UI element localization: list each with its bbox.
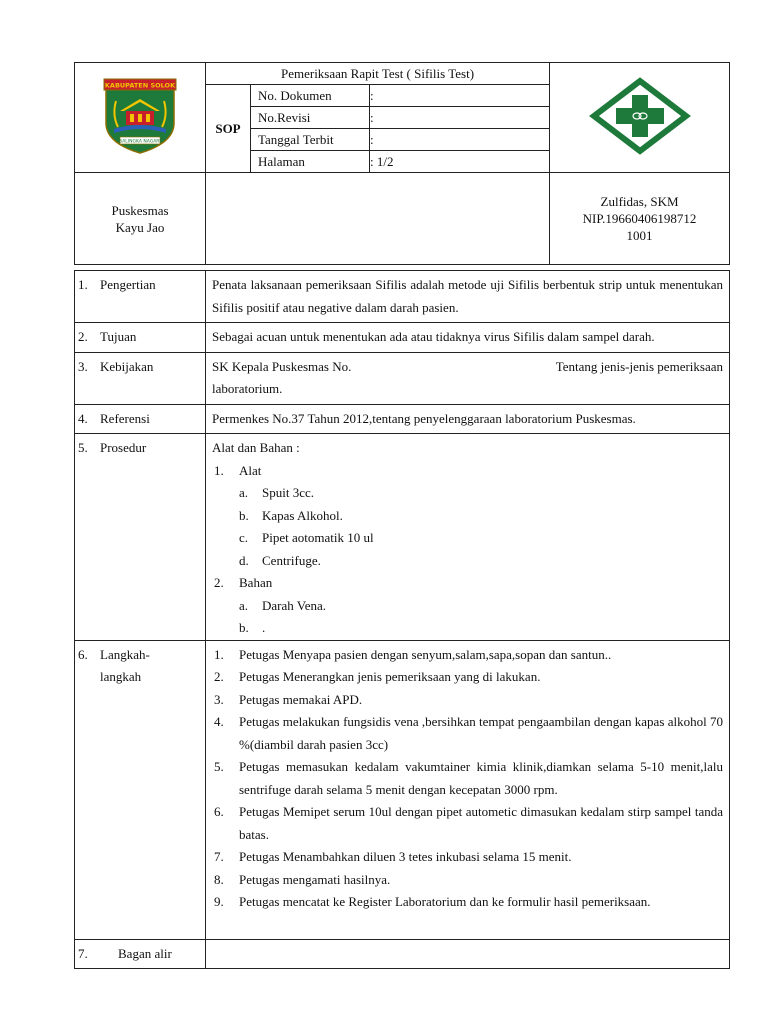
list-item: 4. Petugas melakukan fungsidis vena ,bersihkan tempat pengaambilan dengan kapas alkohol 70 %(diambil darah pasien 3cc) — [214, 714, 723, 752]
puskesmas-line1: Puskesmas — [111, 202, 169, 218]
section-bagan — [75, 939, 730, 969]
bagan-empty — [206, 939, 730, 969]
meta-label-revisi: No.Revisi — [251, 107, 370, 129]
puskesmas-line2: Kayu Jao — [115, 219, 165, 235]
section-number: 6. — [78, 646, 88, 662]
section-number: 1. — [78, 277, 88, 292]
alat-list — [212, 460, 723, 483]
langkah-steps — [212, 644, 723, 914]
bahan-items — [212, 595, 723, 640]
alat-items — [212, 482, 723, 572]
meta-label-dokumen: No. Dokumen — [251, 85, 370, 107]
list-item: 2. Petugas Menerangkan jenis pemeriksaan yang di lakukan. — [214, 669, 541, 684]
section-label: Tujuan — [100, 329, 137, 344]
section-label: Prosedur — [100, 440, 147, 455]
meta-label-halaman: Halaman — [251, 151, 370, 173]
list-item: 7. Petugas Menambahkan diluen 3 tetes inkubasi selama 15 menit. — [214, 849, 572, 864]
list-item: b. Kapas Alkohol. — [239, 507, 343, 523]
list-item: 5. Petugas memasukan kedalam vakumtainer kimia klinik,diamkan selama 5-10 menit,lalu sentrifuge darah selama 5 menit dengan kecepatan 3000 rpm. — [214, 759, 723, 797]
section-text: Penata laksanaan pemeriksaan Sifilis adalah metode uji Sifilis berbentuk strip untuk menentukan Sifilis positif atau negative dalam darah pasien. — [206, 271, 730, 323]
section-prosedur — [75, 434, 730, 641]
kebijakan-text-b: Tentang jenis-jenis pemeriksaan — [555, 358, 723, 374]
left-logo-cell — [75, 63, 206, 173]
signer-nip: NIP.19660406198712 — [582, 211, 697, 226]
document-title: Pemeriksaan Rapit Test ( Sifilis Test) — [206, 63, 550, 85]
puskesmas-cross-logo-icon — [588, 77, 692, 155]
content-table — [74, 270, 730, 969]
sop-label: SOP — [206, 85, 251, 173]
meta-value-revisi: : — [370, 107, 550, 129]
svg-text:KABUPATEN SOLOK: KABUPATEN SOLOK — [104, 81, 176, 89]
signer-name: Zulfidas, SKM — [600, 194, 679, 209]
meta-value-tanggal: : — [370, 129, 550, 151]
section-langkah — [75, 640, 730, 939]
section-text: Sebagai acuan untuk menentukan ada atau tidaknya virus Sifilis dalam sampel darah. — [206, 323, 730, 353]
section-tujuan — [75, 323, 730, 353]
kabupaten-solok-logo-icon — [100, 77, 180, 155]
list-item: c. Pipet aotomatik 10 ul — [239, 530, 374, 545]
section-text: Permenkes No.37 Tahun 2012,tentang penyelenggaraan laboratorium Puskesmas. — [206, 404, 730, 434]
section-number: 3. — [78, 358, 88, 374]
section-label: Bagan alir — [118, 945, 172, 961]
list-item: 6. Petugas Memipet serum 10ul dengan pipet autometic dimasukan kedalam stirp sampel tanda batas. — [214, 804, 723, 842]
signer-nip-cont: 1001 — [626, 228, 653, 243]
header-table — [74, 62, 730, 265]
section-referensi — [75, 404, 730, 434]
section-pengertian — [75, 271, 730, 323]
svg-text:SALINGKA NAGARI: SALINGKA NAGARI — [119, 139, 161, 144]
kebijakan-text-c: laboratorium. — [212, 381, 283, 396]
section-label-cont: langkah — [100, 669, 142, 684]
list-item: 3. Petugas memakai APD. — [214, 691, 363, 707]
list-item: 2. Bahan — [214, 575, 273, 590]
meta-label-tanggal: Tanggal Terbit — [251, 129, 370, 151]
section-number: 4. — [78, 410, 88, 426]
right-logo-cell — [550, 63, 730, 173]
bahan-list — [212, 572, 723, 595]
section-label: Pengertian — [100, 277, 156, 292]
list-item: 1. Petugas Menyapa pasien dengan senyum,salam,sapa,sopan dan santun.. — [214, 646, 612, 662]
list-item: a. Spuit 3cc. — [239, 485, 314, 500]
list-item: b. . — [239, 620, 266, 635]
signer-cell — [550, 173, 730, 265]
prosedur-intro: Alat dan Bahan : — [212, 440, 300, 455]
meta-value-halaman: : 1/2 — [370, 151, 550, 173]
empty-header-cell — [206, 173, 550, 265]
section-kebijakan — [75, 352, 730, 404]
list-item: 8. Petugas mengamati hasilnya. — [214, 871, 391, 887]
section-label: Langkah- — [100, 646, 150, 662]
puskesmas-name-cell — [75, 173, 206, 265]
list-item: 1. Alat — [214, 462, 262, 478]
section-number: 2. — [78, 329, 88, 344]
list-item: 9. Petugas mencatat ke Register Laboratorium dan ke formulir hasil pemeriksaan. — [214, 894, 651, 909]
section-label: Kebijakan — [100, 358, 154, 374]
section-number: 7. — [78, 945, 88, 961]
list-item: d. Centrifuge. — [239, 552, 321, 568]
section-label: Referensi — [100, 410, 150, 426]
kebijakan-text-a: SK Kepala Puskesmas No. — [212, 358, 352, 374]
list-item: a. Darah Vena. — [239, 597, 327, 613]
section-number: 5. — [78, 440, 88, 455]
meta-value-dokumen: : — [370, 85, 550, 107]
